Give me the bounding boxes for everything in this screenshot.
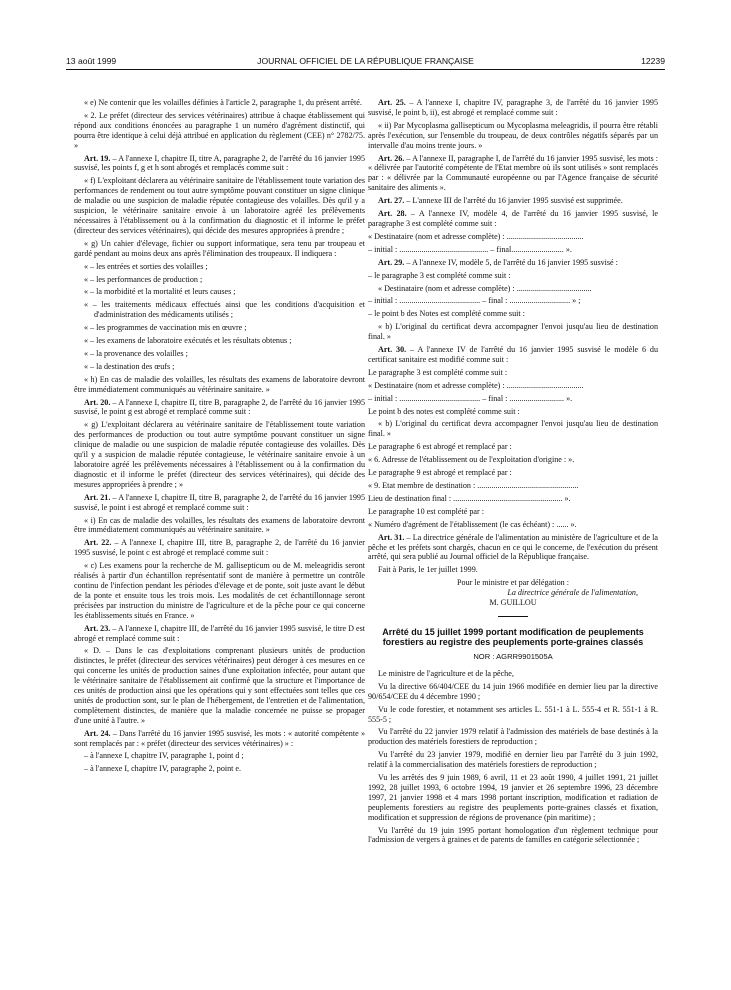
left-column — [74, 98, 365, 777]
paragraph: « 6. Adresse de l'établissement ou de l'exploitation d'origine : ». — [368, 455, 575, 465]
article-text: – A l'annexe I, chapitre II, titre A, paragraphe 2, de l'arrêté du 16 janvier 1995 susvisé, les points f, g et h sont abrogés et remplacés comme suit : — [74, 153, 366, 173]
section-separator — [498, 616, 528, 617]
paragraph: Fait à Paris, le 1er juillet 1999. — [378, 565, 478, 575]
paragraph: Le paragraphe 3 est complété comme suit : — [368, 367, 508, 377]
signature-line: Pour le ministre et par délégation : — [457, 578, 569, 588]
paragraph: Le ministre de l'agriculture et de la pêche, — [378, 668, 514, 678]
decree-title: Arrêté du 15 juillet 1999 portant modification de peuplements forestiers au registre des peuplements porte-graines classés — [382, 626, 644, 648]
paragraph: Le paragraphe 6 est abrogé et remplacé par : — [368, 442, 512, 452]
list-item: « – les examens de laboratoire exécutés et les résultats obtenus ; — [84, 336, 292, 346]
article-text: – A l'annexe IV, modèle 5, de l'arrêté du 16 janvier 1995 susvisé : — [404, 257, 618, 267]
article-paragraph — [74, 624, 365, 644]
paragraph: « 2. Le préfet (directeur des services vétérinaires) attribue à chaque établissement qui répond aux conditions énoncées au paragraphe 1 un numéro d'agrément distinctif, qui pourra être identique à celui déjà attribué en application du règlement (CEE) n° 2782/75. » — [74, 110, 365, 150]
paragraph: Le point b des notes est complété comme suit : — [368, 406, 520, 416]
list-item: « – la destination des œufs ; — [84, 361, 175, 371]
paragraph: – initial : ........................................ – final : .............................. » ; — [368, 296, 581, 306]
paragraph: « 9. Etat membre de destination : .................................................. — [368, 481, 579, 490]
article-number: Art. 20. — [84, 397, 111, 407]
paragraph: « Destinataire (nom et adresse complète) : ...................................... — [368, 380, 584, 390]
paragraph: – initial : ............................................ – final.......................... ». — [368, 244, 572, 254]
paragraph: Vu l'arrêté du 19 juin 1995 portant homologation d'un règlement technique pour l'admission de vergers à graines et de parents de familles en catégorie sélectionnée ; — [368, 825, 658, 845]
article-text: – A l'annexe I, chapitre II, titre B, paragraphe 2, de l'arrêté du 16 janvier 1995 susvisé, le point i est abrogé et remplacé comme suit : — [74, 492, 366, 512]
article-text: – A l'annexe IV de l'arrêté du 16 janvier 1995 susvisé le modèle 6 du certificat sanitaire est modifié comme suit : — [368, 345, 659, 364]
paragraph: « Destinataire (nom et adresse complète) : ...................................... — [368, 231, 584, 241]
list-item: « – la provenance des volailles ; — [84, 348, 188, 358]
article-number: Art. 25. — [378, 98, 406, 107]
article-number: Art. 23. — [84, 623, 111, 633]
article-paragraph — [368, 209, 658, 229]
article-paragraph — [74, 729, 365, 749]
article-text: – A l'annexe II, paragraphe I, de l'arrêté du 16 janvier 1995 susvisé, les mots : « délivrée par l'autorité compétente de l'Etat membre où ils sont utilisés » sont remplacés par : « délivrée par la Communauté européenne ou par l'Agence française de sécurité sanitaire des aliments ». — [368, 153, 659, 193]
paragraph: Vu la directive 66/404/CEE du 14 juin 1966 modifiée en dernier lieu par la directive 90/654/CEE du 4 décembre 1990 ; — [368, 681, 658, 701]
paragraph: « g) L'exploitant déclarera au vétérinaire sanitaire de l'établissement toute variation des performances de production ou tout autre symptôme pouvant constituer un signe clinique de maladie ou une suspicion de maladie réputée contagieuse des volailles. Dès qu'il y a suspicion de maladie réputée contagieuse, le vétérinaire sanitaire envoie à un laboratoire agréé les prélèvements nécessaires à l'établissement ou à la confirmation du diagnostic et il informe le préfet (directeur des services vétérinaires), qui décide des mesures appropriées à prendre ; » — [74, 420, 365, 489]
paragraph: Vu les arrêtés des 9 juin 1989, 6 avril, 11 et 23 août 1990, 4 juillet 1991, 21 juillet 1992, 28 juillet 1993, 6 octobre 1994, 19 janvier et 26 septembre 1996, 23 décembre 1997, 21 janvier 1998 et 4 mars 1998 portant inscription, modification et radiation de peuplements forestiers au registre des peuplements porte-graines classés et fixation, modification et suppression de régions de provenance (pin maritime) ; — [368, 773, 658, 822]
paragraph: « c) Les examens pour la recherche de M. gallisepticum ou de M. meleagridis seront réalisés à partir d'un échantillon représentatif sont de manière à permettre un contrôle continu de l'infection pendant les périodes d'élevage et de ponte, soit juste avant le début de la ponte et ensuite tous les trois mois. Les modalités de cet échantillonnage seront précisées par instruction du ministre de l'agriculture et de la pêche pour ce qui concerne les établissements situés en France. » — [74, 561, 365, 620]
paragraph: « h) En cas de maladie des volailles, les résultats des examens de laboratoire devront être immédiatement communiqués au vétérinaire sanitaire. » — [74, 374, 365, 394]
article-paragraph — [368, 196, 658, 206]
paragraph: Vu l'arrêté du 22 janvier 1979 relatif à l'admission des matériels de base destinés à la production des matériels forestiers de reproduction ; — [368, 727, 658, 747]
list-item: – à l'annexe I, chapitre IV, paragraphe 2, point e. — [84, 764, 242, 774]
paragraph: « b) L'original du certificat devra accompagner l'envoi jusqu'au lieu de destination final. » — [368, 419, 658, 439]
signature-line: M. GUILLOU — [489, 598, 537, 608]
article-number: Art. 22. — [84, 538, 112, 548]
article-paragraph — [368, 533, 658, 563]
paragraph: – le point b des Notes est complété comme suit : — [368, 309, 525, 319]
article-number: Art. 21. — [84, 492, 111, 502]
article-text: – A l'annexe IV, modèle 4, de l'arrêté du 16 janvier 1995 susvisé, le paragraphe 3 est complété comme suit : — [368, 209, 659, 228]
header-page-number: 12239 — [641, 56, 665, 66]
header-date: 13 août 1999 — [66, 56, 117, 66]
paragraph: Le paragraphe 10 est complété par : — [368, 506, 484, 516]
paragraph: – le paragraphe 3 est complété comme suit : — [368, 270, 511, 280]
article-number: Art. 19. — [84, 153, 111, 163]
article-paragraph — [368, 98, 658, 118]
article-paragraph — [368, 258, 658, 268]
nor-reference: NOR : AGRR9901505A — [473, 651, 553, 661]
paragraph: « D. – Dans le cas d'exploitations comprenant plusieurs unités de production distinctes, le préfet (directeur des services vétérinaires) peut déroger à ces mesures en ce qui concerne les unités de production saines d'une exploitation infectée, pour autant que le vétérinaire sanitaire de l'établissement ait confirmé que la structure et l'importance de ces unités de production ainsi que les opérations qui y sont effectuées sont telles que ces unités de production sont, sur le plan de l'hébergement, de l'entretien et de l'alimentation, complètement distinctes, de manière que la maladie concernée ne puisse se propager d'une unité à l'autre. » — [74, 646, 365, 725]
article-number: Art. 27. — [378, 196, 405, 206]
paragraph: « Destinataire (nom et adresse complète) : ..................................... — [378, 283, 592, 293]
article-number: Art. 30. — [378, 345, 407, 355]
paragraph: « f) L'exploitant déclarera au vétérinaire sanitaire de l'établissement toute variation des performances de rendement ou tout autre symptôme pouvant constituer un signe clinique de maladie ou une suspicion de maladie réputée contagieuse des volailles. Dès qu'il y a suspicion, le vétérinaire sanitaire envoie à un laboratoire agréé les prélèvements nécessaires à l'établissement ou à la confirmation du diagnostic et il informe le préfet (directeur des services vétérinaires), qui décide des mesures appropriées à prendre ; — [74, 176, 365, 235]
list-item: « – les entrées et sorties des volailles ; — [84, 261, 208, 271]
paragraph: « Numéro d'agrément de l'établissement (le cas échéant) : ...... ». — [368, 519, 577, 529]
list-item: « – la morbidité et la mortalité et leurs causes ; — [84, 287, 236, 297]
paragraph: Vu le code forestier, et notamment ses articles L. 551-1 à L. 555-4 et R. 551-1 à R. 555-5 ; — [368, 704, 658, 724]
paragraph: – initial : ........................................ – final : ........................... ». — [368, 393, 573, 403]
article-text: – Dans l'arrêté du 16 janvier 1995 susvisé, les mots : « autorité compétente » sont remplacés par : « préfet (directeur des services vétérinaires) » : — [74, 728, 365, 748]
paragraph: Vu l'arrêté du 23 janvier 1979, modifié en dernier lieu par l'arrêté du 3 juin 1992, relatif à la commercialisation des matériels forestiers de reproduction ; — [368, 750, 658, 770]
article-text: – L'annexe III de l'arrêté du 16 janvier 1995 susvisé est supprimée. — [404, 196, 623, 206]
article-paragraph — [74, 538, 365, 558]
signature-line: La directrice générale de l'alimentation, — [507, 588, 638, 598]
article-paragraph — [74, 398, 365, 418]
article-paragraph — [74, 493, 365, 513]
article-text: – La directrice générale de l'alimentation au ministère de l'agriculture et de la pêche et les préfets sont chargés, chacun en ce qui le concerne, de l'exécution du présent arrêté, qui sera publié au Journal officiel de la République française. — [368, 532, 659, 562]
article-number: Art. 29. — [378, 257, 405, 267]
article-paragraph — [368, 345, 658, 365]
list-item: « – les performances de production ; — [84, 274, 203, 284]
header-journal-title: JOURNAL OFFICIEL DE LA RÉPUBLIQUE FRANÇAISE — [257, 56, 474, 66]
page-header — [66, 56, 665, 68]
header-rule — [66, 69, 665, 70]
paragraph: Lieu de destination final : ...................................................... ». — [368, 493, 571, 503]
right-column — [368, 98, 658, 848]
paragraph: « e) Ne contenir que les volailles définies à l'article 2, paragraphe 1, du présent arrêté. — [84, 98, 362, 107]
article-paragraph — [74, 154, 365, 174]
article-text: – A l'annexe I, chapitre III, de l'arrêté du 16 janvier 1995 susvisé, le titre D est abrogé et remplacé comme suit : — [74, 623, 366, 643]
paragraph: « ii) Par Mycoplasma gallisepticum ou Mycoplasma meleagridis, il pourra être rétabli après l'exécution, sur l'ensemble du troupeau, de deux contrôles négatifs séparés par un intervalle d'au moins trente jours. » — [368, 120, 658, 150]
article-number: Art. 26. — [378, 153, 405, 163]
article-text: – A l'annexe I, chapitre IV, paragraphe 3, de l'arrêté du 16 janvier 1995 susvisé, le point b, ii), est abrogé et remplacé comme suit : — [368, 98, 658, 117]
article-text: – A l'annexe I, chapitre II, titre B, paragraphe 2, de l'arrêté du 16 janvier 1995 susvisé, le point g est abrogé et remplacé comme suit : — [74, 397, 366, 417]
paragraph: « g) Un cahier d'élevage, fichier ou support informatique, sera tenu par troupeau et gardé pendant au moins deux ans après l'élimination des troupeaux. Il indiquera : — [74, 238, 365, 258]
paragraph: Le paragraphe 9 est abrogé et remplacé par : — [368, 468, 512, 478]
list-item: « – les traitements médicaux effectués ainsi que les conditions d'acquisition et d'administration des médicaments utilisés ; — [84, 300, 365, 320]
paragraph: « b) L'original du certificat devra accompagner l'envoi jusqu'au lieu de destination final. » — [368, 322, 658, 342]
article-number: Art. 28. — [378, 209, 407, 219]
paragraph: « i) En cas de maladie des volailles, les résultats des examens de laboratoire devront être immédiatement communiqués au vétérinaire sanitaire. » — [74, 515, 365, 535]
list-item: « – les programmes de vaccination mis en œuvre ; — [84, 323, 247, 333]
list-item: – à l'annexe I, chapitre IV, paragraphe 1, point d ; — [84, 751, 244, 761]
article-number: Art. 31. — [378, 532, 405, 542]
article-number: Art. 24. — [84, 728, 111, 738]
article-text: – A l'annexe I, chapitre III, titre B, paragraphe 2, de l'arrêté du 16 janvier 1995 susvisé, le point c est abrogé et remplacé comme suit : — [74, 538, 365, 558]
article-paragraph — [368, 154, 658, 194]
